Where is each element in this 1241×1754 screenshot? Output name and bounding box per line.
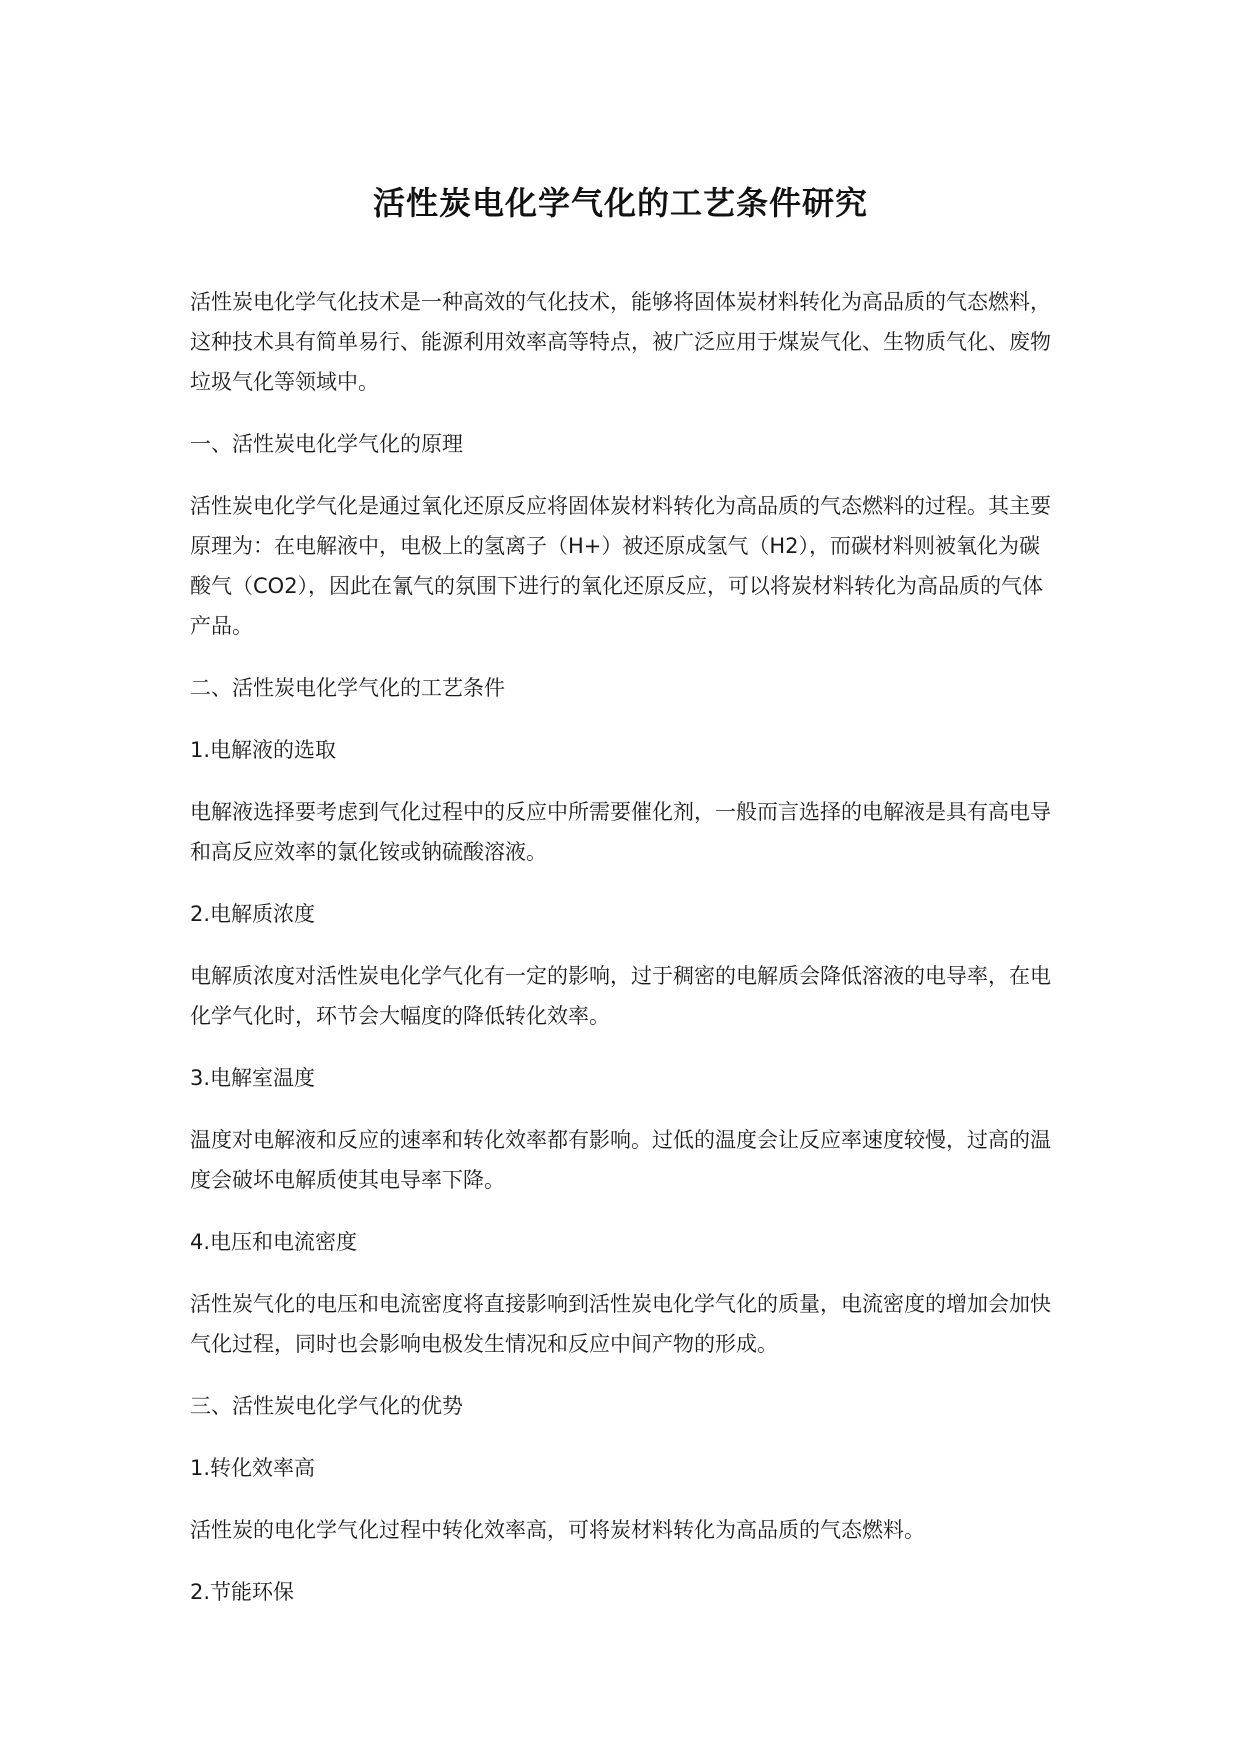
subheading-electrolyte-concentration: 2.电解质浓度 <box>190 902 316 926</box>
subheading-voltage-current: 4.电压和电流密度 <box>190 1230 358 1254</box>
high-efficiency-paragraph: 活性炭的电化学气化过程中转化效率高，可将炭材料转化为高品质的气态燃料。 <box>190 1518 925 1542</box>
document-body <box>190 282 1060 1634</box>
section-heading-conditions: 二、活性炭电化学气化的工艺条件 <box>190 676 505 700</box>
subheading-energy-saving: 2.节能环保 <box>190 1580 295 1604</box>
principle-paragraph: 活性炭电化学气化是通过氧化还原反应将固体炭材料转化为高品质的气态燃料的过程。其主要原理为：在电解液中，电极上的氢离子（H+）被还原成氢气（H2），而碳材料则被氧化为碳酸气（CO2），因此在氰气的氛围下进行的氧化还原反应，可以将炭材料转化为高品质的气体产品。 <box>190 494 1051 638</box>
subheading-high-efficiency: 1.转化效率高 <box>190 1456 316 1480</box>
electrolyte-selection-paragraph: 电解液选择要考虑到气化过程中的反应中所需要催化剂，一般而言选择的电解液是具有高电导和高反应效率的氯化铵或钠硫酸溶液。 <box>190 800 1051 864</box>
document-title: 活性炭电化学气化的工艺条件研究 <box>372 184 868 222</box>
intro-paragraph: 活性炭电化学气化技术是一种高效的气化技术，能够将固体炭材料转化为高品质的气态燃料，这种技术具有简单易行、能源利用效率高等特点，被广泛应用于煤炭气化、生物质气化、废物垃圾气化等领域中。 <box>190 290 1051 394</box>
electrolyte-concentration-paragraph: 电解质浓度对活性炭电化学气化有一定的影响，过于稠密的电解质会降低溶液的电导率，在电化学气化时，环节会大幅度的降低转化效率。 <box>190 964 1051 1028</box>
chamber-temperature-paragraph: 温度对电解液和反应的速率和转化效率都有影响。过低的温度会让反应率速度较慢，过高的温度会破坏电解质使其电导率下降。 <box>190 1128 1051 1192</box>
section-heading-principle: 一、活性炭电化学气化的原理 <box>190 432 463 456</box>
voltage-current-paragraph: 活性炭气化的电压和电流密度将直接影响到活性炭电化学气化的质量，电流密度的增加会加快气化过程，同时也会影响电极发生情况和反应中间产物的形成。 <box>190 1292 1051 1356</box>
subheading-electrolyte-selection: 1.电解液的选取 <box>190 738 337 762</box>
section-heading-advantages: 三、活性炭电化学气化的优势 <box>190 1394 463 1418</box>
subheading-chamber-temperature: 3.电解室温度 <box>190 1066 316 1090</box>
